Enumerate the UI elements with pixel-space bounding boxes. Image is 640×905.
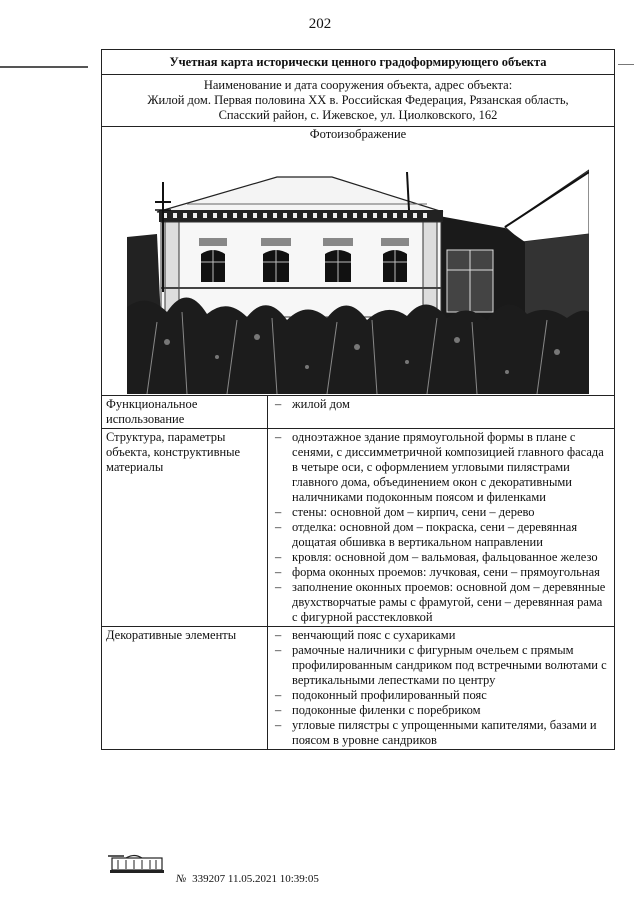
building-photo <box>127 142 589 394</box>
list-item: – отделка: основной дом – покраска, сени – деревянная дощатая обшивка в вертикальном направлении <box>272 520 610 550</box>
list-item: – подоконные филенки с поребриком <box>272 703 610 718</box>
card-title: Учетная карта исторически ценного градоформирующего объекта <box>102 50 615 75</box>
row-label-decorative: Декоративные элементы <box>102 627 268 750</box>
object-name-line: Жилой дом. Первая половина XX в. Российская Федерация, Рязанская область, <box>147 93 569 107</box>
list-item: – венчающий пояс с сухариками <box>272 628 610 643</box>
object-name-heading: Наименование и дата сооружения объекта, адрес объекта: <box>203 78 513 92</box>
registration-card-table <box>101 49 615 750</box>
row-label-structure: Структура, параметры объекта, конструктивные материалы <box>102 429 268 627</box>
list-item: – рамочные наличники с фигурным очельем с прямым профилированным сандриком под встречными волютами с вертикальными лепестками по центру <box>272 643 610 688</box>
scan-artifact-line <box>0 66 88 68</box>
row-value-structure <box>268 429 615 627</box>
list-item: – подоконный профилированный пояс <box>272 688 610 703</box>
list-item: – жилой дом <box>272 397 610 412</box>
doc-number: 339207 <box>192 873 226 885</box>
list-item: – форма оконных проемов: лучковая, сени – прямоугольная <box>272 565 610 580</box>
list-item: – одноэтажное здание прямоугольной формы в плане с сенями, с диссимметричной композицией главного фасада в четыре оси, с оформлением угловыми пилястрами главного дома, объединением окон с декоративными наличниками подоконным поясом и филенками <box>272 430 610 505</box>
stamp-logo-icon <box>106 852 164 874</box>
row-value-function <box>268 396 615 429</box>
number-sign: № <box>176 873 187 885</box>
page-number: 202 <box>308 16 332 32</box>
row-value-decorative <box>268 627 615 750</box>
scan-artifact-line <box>618 64 634 65</box>
document-registration-stamp <box>176 873 319 885</box>
photo-cell <box>102 127 615 396</box>
object-name-cell <box>102 75 615 127</box>
photo-caption: Фотоизображение <box>309 127 407 141</box>
doc-datetime: 11.05.2021 10:39:05 <box>227 873 319 885</box>
list-item: – заполнение оконных проемов: основной дом – деревянные двухстворчатые рамы с фрамугой, сени – деревянная рама с фигурной расстекловкой <box>272 580 610 625</box>
row-label-function: Функциональное использование <box>102 396 268 429</box>
list-item: – кровля: основной дом – вальмовая, фальцованное железо <box>272 550 610 565</box>
list-item: – стены: основной дом – кирпич, сени – дерево <box>272 505 610 520</box>
object-address-line: Спасский район, с. Ижевское, ул. Циолковского, 162 <box>218 108 498 122</box>
list-item: – угловые пилястры с упрощенными капителями, базами и поясом в уровне сандриков <box>272 718 610 748</box>
